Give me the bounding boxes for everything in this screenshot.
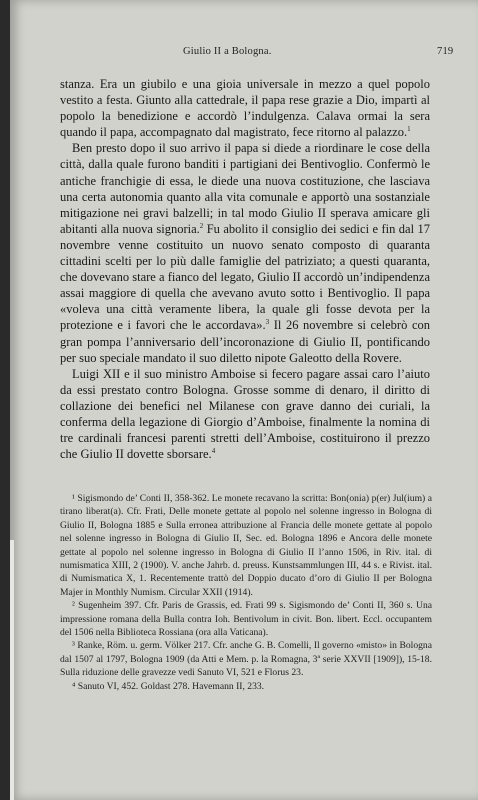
paragraph-text: Ben presto dopo il suo arrivo il papa si diede a riordinare le cose della città, dalla quale furono banditi i partigiani dei Bentivoglio. Confermò le antiche franchigie di essa, le diede una nuova costituzione, che lasciava una certa autonomia quanto alla vita comunale e apportò una sostanziale mitigazione nei gravi balzelli; in tal modo Giulio II sperava amicare gli abitanti alla nuova signoria. (60, 141, 430, 236)
footnote: ² Sugenheim 397. Cfr. Paris de Grassis, ed. Frati 99 s. Sigismondo de’ Conti II, 360 s. Una impressione romana della Bulla contra Ioh. Bentivolum in civit. Bon. libert. Eccl. occupantem del 1506 nella Biblioteca Rossiana (ora alla Vaticana). (60, 600, 432, 639)
footnote: ³ Ranke, Röm. u. germ. Völker 217. Cfr. anche G. B. Comelli, Il governo «misto» in Bologna dal 1507 al 1797, Bologna 1909 (da Atti e Mem. p. la Romagna, 3ª serie XXVII [1909]), 15-18. Sulla riduzione delle gravezze vedi Sanuto VI, 521 e Florus 23. (60, 640, 432, 679)
footnote-ref: 4 (211, 447, 216, 456)
paragraph (60, 140, 430, 365)
paragraph-text: Luigi XII e il suo ministro Amboise si fecero pagare assai caro l’aiuto da essi prestato contro Bologna. Grosse somme di denaro, il diritto di collazione dei benefici nel Milanese con grave danno dei curiali, la conferma della legazione di Giorgio d’Amboise, finalmente la nomina di tre cardinali francesi parenti stretti dell’Amboise, costituirono il prezzo che Giulio II dovette sborsare. (60, 366, 430, 462)
paragraph-text: Fu abolito il consiglio dei sedici e fin dal 17 novembre venne costituito un nuovo senato composto di quaranta cittadini scelti per lo più dalle famiglie del patriziato; a questi quaranta, che dovevano stare a fianco del legato, Giulio II accordò un’indipendenza assai maggiore di quella che avevano avuto sotto i Bentivoglio. Il papa «voleva una città veramente libera, la quale gli fosse devota per la protezione e i favori che le accordava». (60, 221, 430, 333)
running-title: Giulio II a Bologna. (183, 46, 272, 57)
page-edge-strip (10, 540, 14, 800)
book-page (10, 0, 478, 800)
paragraph-text: stanza. Era un giubilo e una gioia universale in mezzo a quel popolo vestito a festa. Giunto alla cattedrale, il papa rese grazie a Dio, impartì al popolo la benedizione e accordò l’indulgenza. Calava ormai la sera quando il papa, accompagnato dal magistrato, fece ritorno al palazzo. (60, 77, 430, 140)
footnote-ref: 1 (407, 125, 411, 134)
page-number: 719 (437, 46, 454, 57)
footnote-ref: 2 (199, 221, 204, 230)
paragraph (60, 366, 430, 463)
paragraph-text: Il 26 novembre si celebrò con gran pompa l’anniversario dell’incoronazione di Giulio II, pontificando per suo speciale mandato il suo diletto nipote Galeotto della Rovere. (60, 318, 430, 365)
footnote: ¹ Sigismondo de’ Conti II, 358-362. Le monete recavano la scritta: Bon(onia) p(er) Jul(ium) a tirano liberat(a). Cfr. Frati, Delle monete gettate al popolo nel solenne ingresso in Bologna di Giulio II, Bologna 1885 e Sulla erronea attribuzione al Francia delle monete gettate al popolo nel solenne ingresso in Bologna di Giulio II, Sec. ed. Bologna 1896 e Ancora delle monete gettate al popolo nel solenne ingresso in Bologna di Giulio II l’anno 1506, in Riv. ital. di numismatica XIII, 2 (1900). V. anche Jahrb. d. preuss. Kunstsammlungen III, 44 s. e Rivist. ital. di Numismatica X, 1. Recentemente trattò del Doppio ducato d’oro di Giulio II per Bologna Majer in Monthly Numism. Circular XXII (1914). (60, 493, 432, 598)
footnote: ⁴ Sanuto VI, 452. Goldast 278. Havemann II, 233. (72, 680, 265, 692)
paragraph (60, 76, 430, 140)
running-header (10, 46, 478, 60)
footnote-ref: 3 (265, 318, 270, 327)
main-text (60, 76, 430, 462)
footnotes (60, 492, 432, 693)
